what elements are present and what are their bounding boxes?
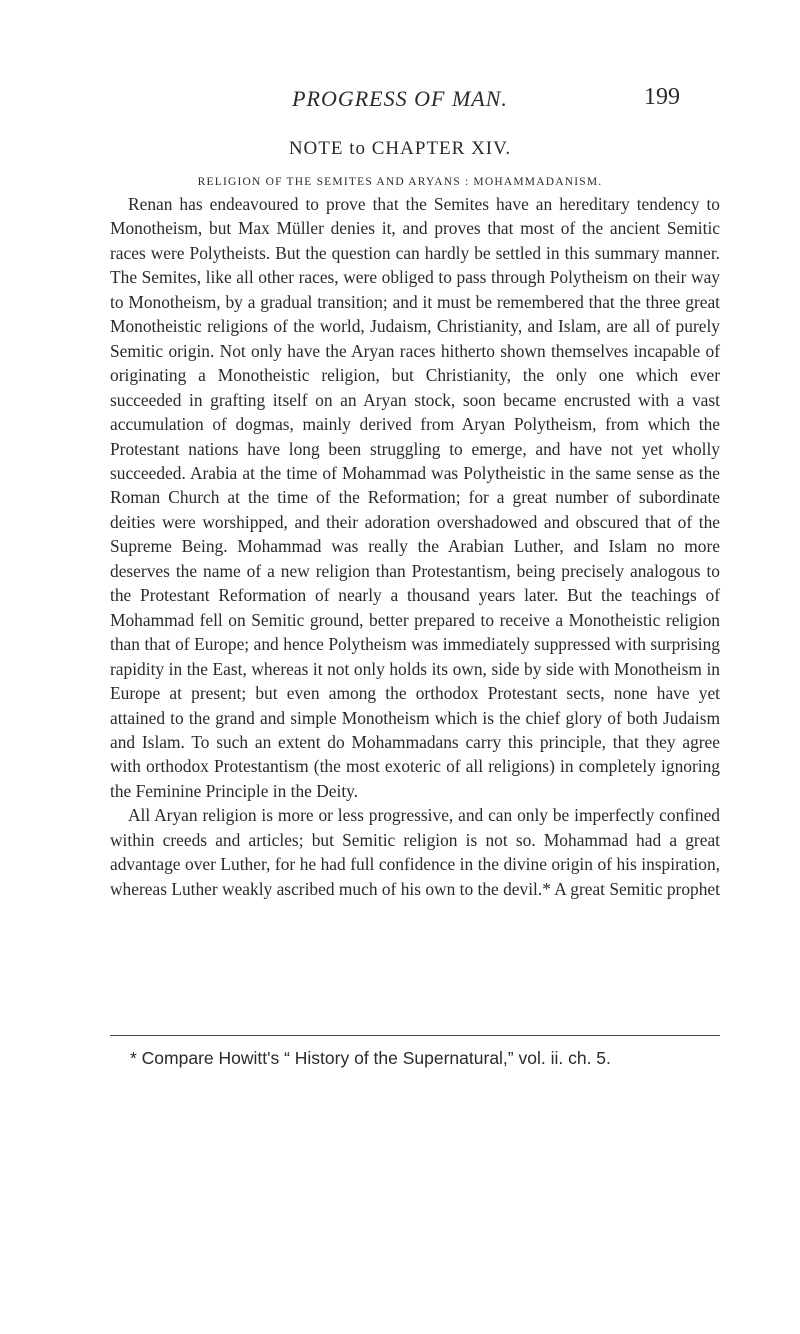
body-text [110, 192, 720, 901]
running-head [0, 82, 800, 118]
footnote-rule [110, 1035, 720, 1036]
page-number: 199 [644, 84, 680, 110]
note-title: NOTE to CHAPTER XIV. [288, 138, 512, 159]
running-title: PROGRESS OF MAN. [292, 86, 508, 111]
paragraph: Renan has endeavoured to prove that the Semites have an hereditary tendency to Monotheism, but Max Müller denies it, and proves that most of the ancient Semitic races were Polytheists. But the question can hardly be settled in this summary manner. The Semites, like all other races, were obliged to pass through Polytheism on their way to Monotheism, by a gradual transition; and it must be remembered that the three great Monotheistic religions of the world, Judaism, Christianity, and Islam, are all of purely Semitic origin. Not only have the Aryan races hitherto shown themselves incapable of originating a Monotheistic religion, but Christianity, the only one which ever succeeded in grafting itself on an Aryan stock, soon became encrusted with a vast accumulation of dogmas, mainly derived from Aryan Polytheism, from which the Protestant nations have long been struggling to emerge, and have not yet wholly succeeded. Arabia at the time of Mohammad was Polytheistic in the same sense as the Roman Church at the time of the Reformation; for a great number of subordinate deities were worshipped, and their adoration overshadowed and obscured that of the Supreme Being. Mohammad was really the Arabian Luther, and Islam no more deserves the name of a new religion than Protestantism, being precisely analogous to the Protestant Reformation of nearly a thousand years later. But the teachings of Mohammad fell on Semitic ground, better prepared to receive a Monotheistic religion than that of Europe; and hence Polytheism was immediately suppressed with surprising rapidity in the East, whereas it not only holds its own, side by side with Monotheism in Europe at present; but even among the orthodox Protestant sects, none have yet attained to the grand and simple Monotheism which is the chief glory of both Judaism and Islam. To such an extent do Mohammadans carry this principle, that they agree with orthodox Protestantism (the most exoteric of all religions) in completely ignoring the Feminine Principle in the Deity. [110, 194, 720, 801]
section-subheading: RELIGION OF THE SEMITES AND ARYANS : MOHAMMADANISM. [197, 176, 603, 188]
footnote: * Compare Howitt's “ History of the Supernatural,” vol. ii. ch. 5. [130, 1048, 611, 1068]
paragraph: All Aryan religion is more or less progressive, and can only be imperfectly confined within creeds and articles; but Semitic religion is not so. Mohammad had a great advantage over Luther, for he had full confidence in the divine origin of his inspiration, whereas Luther weakly ascribed much of his own to the devil.* A great Semitic prophet [110, 805, 720, 899]
